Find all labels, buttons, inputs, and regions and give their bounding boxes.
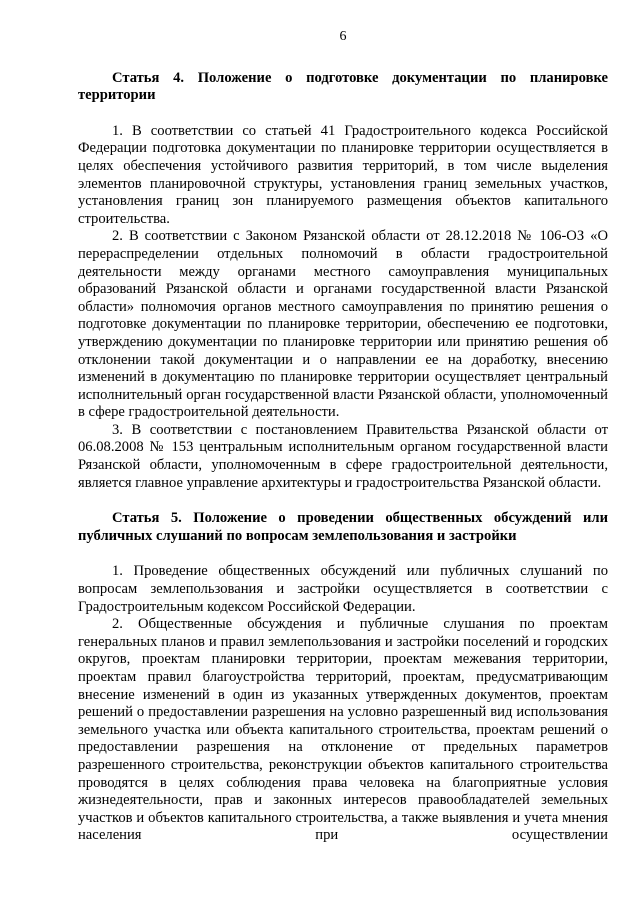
page-number: 6 [339, 29, 347, 44]
article-4-paragraph-1: 1. В соответствии со статьей 41 Градостроительного кодекса Российской Федерации подготовка документации по планировке территории осуществляется в целях обеспечения устойчивого развития территорий, в том числе выделения элементов планировочной структуры, установления границ земельных участков, установления границ зон планируемого размещения объектов капитального строительства. [78, 122, 608, 227]
article-5-paragraph-2: 2. Общественные обсуждения и публичные слушания по проектам генеральных планов и правил землепользования и застройки поселений и городских округов, проектам планировки территории, проектам межевания территории, проектам правил благоустройства территорий, проектам, предусматривающим внесение изменений в один из указанных утвержденных документов, проектам решений о предоставлении разрешения на условно разрешенный вид использования земельного участка или объекта капитального строительства, проектам решений о предоставлении разрешения на отклонение от предельных параметров разрешенного строительства, реконструкции объектов капитального строительства проводятся в целях соблюдения права человека на благоприятные условия жизнедеятельности, прав и законных интересов правообладателей земельных участков и объектов капитального строительства, а также выявления и учета мнения населения при осуществлении [78, 616, 608, 844]
article-4-title: Статья 4. Положение о подготовке документации по планировке территории [78, 69, 608, 104]
article-4-paragraph-3: 3. В соответствии с постановлением Правительства Рязанской области от 06.08.2008 № 153 центральным исполнительным органом государственной власти Рязанской области, уполномоченным в сфере градостроительной деятельности, является главное управление архитектуры и градостроительства Рязанской области. [78, 421, 608, 491]
article-5-paragraph-1: 1. Проведение общественных обсуждений или публичных слушаний по вопросам землепользования и застройки осуществляется в соответствии с Градостроительным кодексом Российской Федерации. [78, 563, 608, 615]
article-5 [78, 510, 608, 845]
article-4 [78, 70, 608, 493]
section-gap [78, 492, 608, 510]
article-5-title: Статья 5. Положение о проведении общественных обсуждений или публичных слушаний по вопросам землепользования и застройки [78, 510, 608, 544]
article-4-paragraph-2: 2. В соответствии с Законом Рязанской области от 28.12.2018 № 106-ОЗ «О перераспределении отдельных полномочий в области градостроительной деятельности между органами местного самоуправления муниципальных образований Рязанской области и органами государственной власти Рязанской области» полномочия органов местного самоуправления по принятию решения о подготовке документации по планировке территории, обеспечению ее подготовки, утверждению документации по планировке территории или принятию решения об отклонении такой документации и о направлении ее на доработку, внесению изменений в документацию по планировке территории осуществляет центральный исполнительный орган государственной власти Рязанской области, уполномоченный в сфере градостроительной деятельности. [78, 228, 608, 421]
